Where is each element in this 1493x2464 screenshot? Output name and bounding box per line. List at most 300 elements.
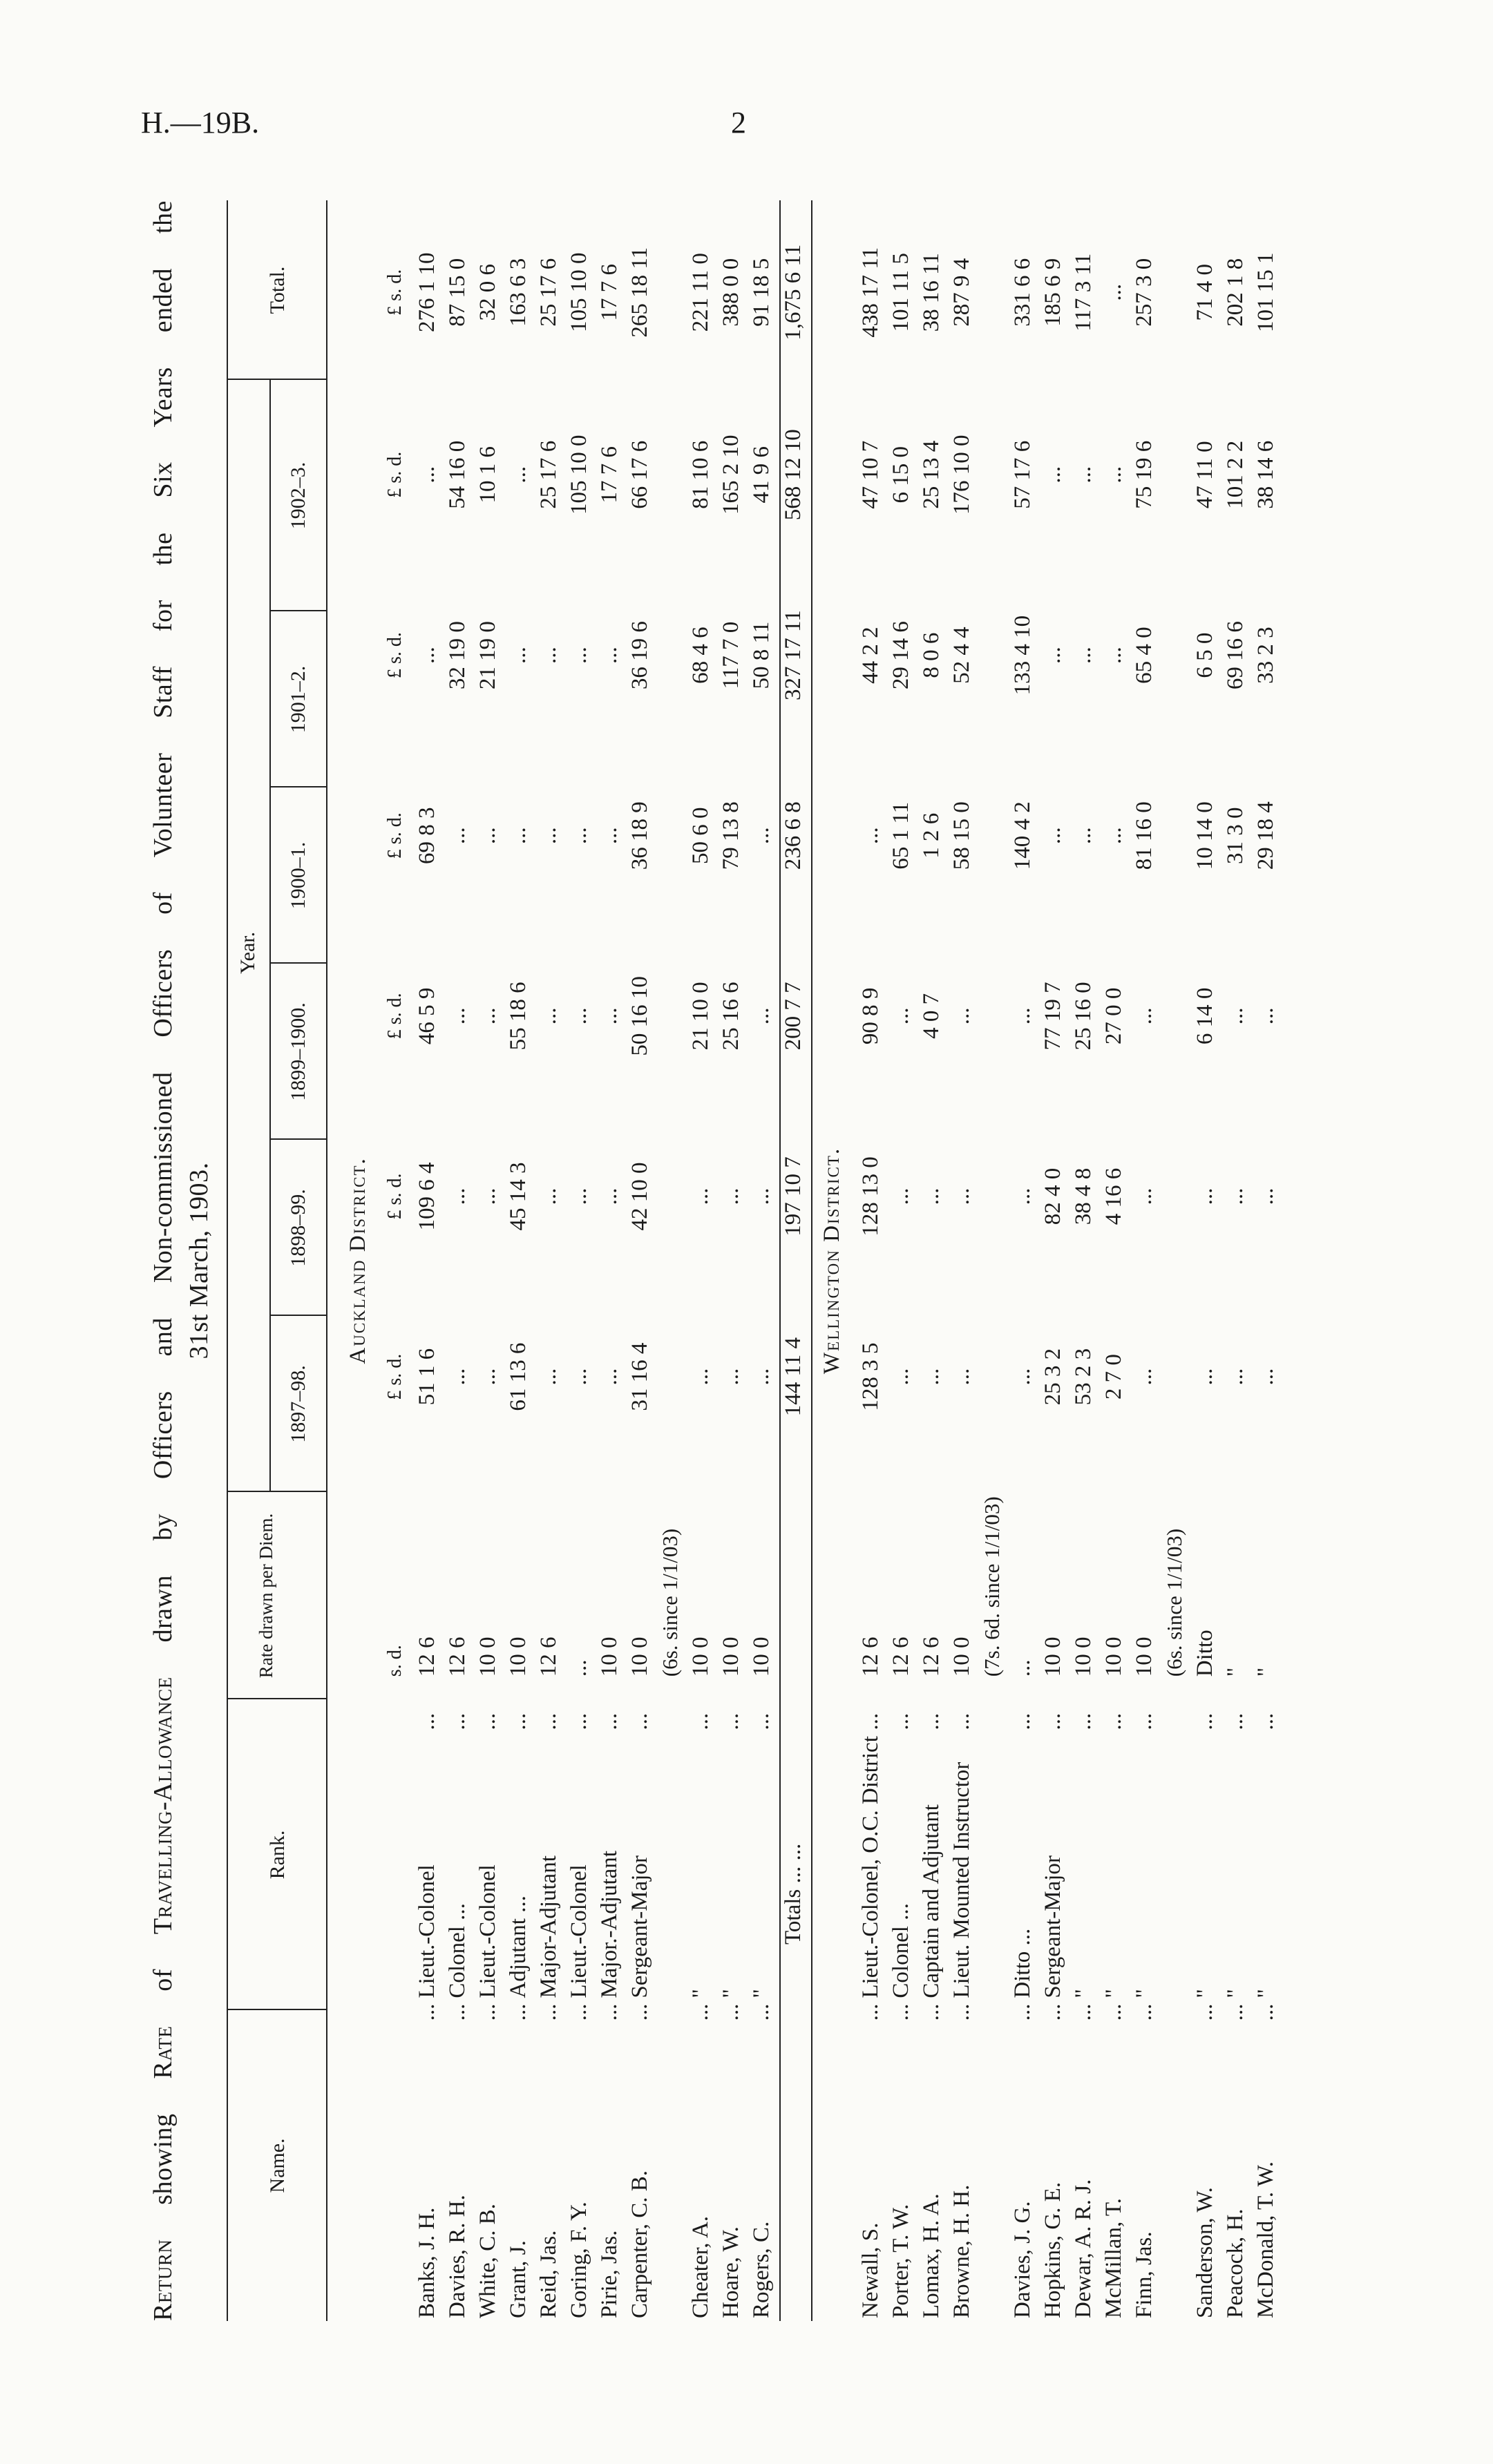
row-total: 38 16 11 xyxy=(919,253,944,332)
title-word: Travelling-Allowance xyxy=(149,1677,178,1935)
district-heading: Auckland District. xyxy=(345,1157,370,1364)
year-amount: ... xyxy=(1010,1187,1035,1205)
rate-per-diem: (6s. since 1/1/03) xyxy=(1162,1528,1186,1677)
officer-rank: " xyxy=(719,1989,743,1998)
year-amount: 53 2 3 xyxy=(1071,1348,1096,1406)
officer-rank: Lieut.-Colonel xyxy=(567,1864,591,1998)
year-amount: 58 15 0 xyxy=(949,801,974,870)
row-total: 32 0 6 xyxy=(475,264,500,321)
row-total: 101 15 1 xyxy=(1253,252,1278,332)
year-amount: 25 16 0 xyxy=(1071,982,1096,1051)
row-total: 202 1 8 xyxy=(1223,258,1248,327)
officer-name: Goring, F. Y. xyxy=(567,2202,591,2318)
leader-dots: ... xyxy=(688,1712,713,1730)
row-total xyxy=(980,200,1010,385)
year-amount: ... xyxy=(597,1368,622,1386)
officer-name: Carpenter, C. B. xyxy=(627,2170,652,2318)
leader-dots: ... xyxy=(749,2003,774,2021)
rate-per-diem: Ditto xyxy=(1192,1630,1217,1677)
year-amount xyxy=(658,745,688,926)
year-amount: 10 14 0 xyxy=(1192,801,1217,870)
leader-dots: ... xyxy=(1192,2003,1217,2021)
officer-name: Dewar, A. R. J. xyxy=(1071,2179,1096,2318)
officer-rank: " xyxy=(1101,1989,1126,1998)
officer-name: Browne, H. H. xyxy=(949,2184,974,2318)
year-amount xyxy=(1162,565,1192,745)
leader-dots: ... xyxy=(719,1712,743,1730)
year-header-1: 1897–98. xyxy=(287,1365,310,1443)
year-sub-rule xyxy=(269,380,271,1492)
year-amount: ... xyxy=(919,1187,944,1205)
year-amount: ... xyxy=(1040,466,1065,484)
year-amount: 25 16 6 xyxy=(719,982,743,1051)
rate-per-diem: 10 0 xyxy=(949,1636,974,1677)
year-amount: ... xyxy=(536,647,561,664)
total-header: Total. xyxy=(266,266,289,314)
year-amount: ... xyxy=(688,1187,713,1205)
row-total: 91 18 5 xyxy=(749,258,774,327)
year-header: Year. xyxy=(236,931,259,974)
year-amount xyxy=(980,745,1010,926)
officer-rank: " xyxy=(1132,1989,1157,1998)
officer-name: Porter, T. W. xyxy=(888,2204,913,2318)
table-row xyxy=(475,200,506,2321)
row-total xyxy=(1162,200,1192,385)
title-word: Years xyxy=(149,367,178,428)
year-amount: ... xyxy=(567,1187,591,1205)
officer-name: White, C. B. xyxy=(475,2204,500,2318)
year-amount: ... xyxy=(888,1368,913,1386)
row-total: 101 11 5 xyxy=(888,253,913,332)
rate-per-diem: " xyxy=(1223,1667,1248,1677)
leader-dots: ... xyxy=(567,1712,591,1730)
year-amount: 29 14 6 xyxy=(888,621,913,690)
officer-name: Davies, J. G. xyxy=(1010,2201,1035,2318)
rate-per-diem: " xyxy=(1253,1667,1278,1677)
year-amount: ... xyxy=(1253,1187,1278,1205)
row-total: ... xyxy=(1101,283,1126,301)
year-amount: 79 13 8 xyxy=(719,801,743,870)
year-amount: 6 5 0 xyxy=(1192,632,1217,678)
page-number: 2 xyxy=(731,106,746,140)
totals-year: 144 11 4 xyxy=(780,1287,812,1467)
year-amount: ... xyxy=(475,1007,500,1025)
leader-dots: ... xyxy=(445,1712,470,1730)
leader-dots: ... xyxy=(919,2003,944,2021)
table-row xyxy=(980,200,1010,2321)
leader-dots: ... xyxy=(1071,1712,1096,1730)
row-total: 257 3 0 xyxy=(1132,258,1157,327)
leader-dots: ... xyxy=(888,1712,913,1730)
year-amount: 133 4 10 xyxy=(1010,615,1035,696)
leader-dots: ... xyxy=(688,2003,713,2021)
year-amount: 21 19 0 xyxy=(475,621,500,690)
row-total: 331 6 6 xyxy=(1010,258,1035,327)
leader-dots: ... xyxy=(1010,1712,1035,1730)
table-row xyxy=(1253,200,1284,2321)
year-amount: 54 16 0 xyxy=(445,440,470,509)
year-amount: ... xyxy=(1101,466,1126,484)
year-amount: ... xyxy=(536,1368,561,1386)
rate-per-diem: 10 0 xyxy=(506,1636,531,1677)
year-amount: 52 4 4 xyxy=(949,627,974,684)
row-total: 388 0 0 xyxy=(719,258,743,327)
year-amount: ... xyxy=(475,1187,500,1205)
officer-rank: Major-Adjutant xyxy=(536,1855,561,1998)
officer-rank: " xyxy=(1071,1989,1096,1998)
row-total: 17 7 6 xyxy=(597,264,622,321)
rate-per-diem: 10 0 xyxy=(719,1636,743,1677)
rate-per-diem: 10 0 xyxy=(1071,1636,1096,1677)
allowance-table xyxy=(339,200,1284,2321)
leader-dots: ... xyxy=(627,2003,652,2021)
document-reference: H.—19B. xyxy=(141,106,260,140)
year-amount xyxy=(980,1106,1010,1286)
leader-dots: ... xyxy=(415,2003,439,2021)
year-amount: ... xyxy=(1071,647,1096,664)
rate-per-diem: 12 6 xyxy=(415,1636,439,1677)
year-amount: 105 10 0 xyxy=(567,434,591,515)
year-amount: 4 0 7 xyxy=(919,993,944,1039)
year-amount: 109 6 4 xyxy=(415,1162,439,1231)
unit-money: £ s. d. xyxy=(384,1173,406,1220)
year-amount xyxy=(980,385,1010,565)
year-amount: ... xyxy=(567,827,591,845)
year-amount: ... xyxy=(506,827,531,845)
year-amount: 65 1 11 xyxy=(888,801,913,870)
rate-per-diem: 12 6 xyxy=(445,1636,470,1677)
year-amount: ... xyxy=(1101,827,1126,845)
year-amount: ... xyxy=(1010,1368,1035,1386)
year-amount: ... xyxy=(567,647,591,664)
year-amount: ... xyxy=(1040,647,1065,664)
leader-dots: ... xyxy=(949,2003,974,2021)
year-amount: ... xyxy=(506,466,531,484)
leader-dots: ... xyxy=(445,2003,470,2021)
officer-name: Lomax, H. A. xyxy=(919,2193,944,2318)
year-amount xyxy=(980,565,1010,745)
officer-name: Pirie, Jas. xyxy=(597,2230,622,2318)
year-amount: ... xyxy=(1132,1007,1157,1025)
row-total: 163 6 3 xyxy=(506,258,531,327)
year-amount: ... xyxy=(445,827,470,845)
row-total: 25 17 6 xyxy=(536,258,561,327)
year-amount: ... xyxy=(536,1007,561,1025)
table-row xyxy=(719,200,749,2321)
officer-name: Cheater, A. xyxy=(688,2215,713,2318)
title-word: of xyxy=(149,892,178,915)
officer-rank: Ditto ... xyxy=(1010,1928,1035,1998)
year-amount xyxy=(980,926,1010,1106)
year-amount: ... xyxy=(445,1368,470,1386)
totals-year: 327 17 11 xyxy=(780,565,812,745)
year-amount: ... xyxy=(949,1187,974,1205)
year-amount: ... xyxy=(888,1187,913,1205)
totals-year: 197 10 7 xyxy=(780,1106,812,1286)
district-heading: Wellington District. xyxy=(819,1147,844,1375)
title-word: Non-commissioned xyxy=(149,1071,178,1283)
year-amount: ... xyxy=(1071,466,1096,484)
totals-row xyxy=(780,200,812,2321)
leader-dots xyxy=(980,1679,1010,1732)
officer-name xyxy=(658,2068,688,2321)
year-amount xyxy=(658,1106,688,1286)
year-amount: 128 3 5 xyxy=(858,1342,883,1411)
leader-dots: ... xyxy=(719,2003,743,2021)
year-amount xyxy=(1162,926,1192,1106)
title-word: of xyxy=(149,1969,178,1992)
leader-dots: ... xyxy=(1253,1712,1278,1730)
grand-total: 1,675 6 11 xyxy=(780,200,812,385)
unit-money: £ s. d. xyxy=(384,451,406,498)
year-amount: 42 10 0 xyxy=(627,1162,652,1231)
year-amount xyxy=(658,385,688,565)
table-row xyxy=(1071,200,1101,2321)
year-amount: ... xyxy=(1010,1007,1035,1025)
blank-cell xyxy=(384,1679,415,1732)
title-word: Volunteer xyxy=(149,752,178,858)
leader-dots: ... xyxy=(888,2003,913,2021)
year-amount: 165 2 10 xyxy=(719,434,743,515)
table-row xyxy=(1132,200,1162,2321)
year-header-6: 1902–3. xyxy=(287,461,310,530)
year-amount: 61 13 6 xyxy=(506,1342,531,1411)
totals-year: 236 6 8 xyxy=(780,745,812,926)
year-header-5: 1901–2. xyxy=(287,665,310,734)
year-amount xyxy=(658,926,688,1106)
title-word: Six xyxy=(149,461,178,498)
year-amount: 69 16 6 xyxy=(1223,621,1248,690)
year-amount: ... xyxy=(536,1187,561,1205)
rate-per-diem: 12 6 xyxy=(858,1636,883,1677)
table-row xyxy=(1040,200,1071,2321)
name-header: Name. xyxy=(266,2138,289,2193)
officer-rank: Lieut.-Colonel xyxy=(415,1864,439,1998)
year-amount xyxy=(658,1287,688,1467)
table-row xyxy=(1010,200,1040,2321)
year-amount: ... xyxy=(1253,1007,1278,1025)
rate-per-diem: 12 6 xyxy=(536,1636,561,1677)
wellington-heading xyxy=(812,200,858,2321)
rate-per-diem: ... xyxy=(567,1659,591,1677)
year-amount: ... xyxy=(1253,1368,1278,1386)
table-row xyxy=(1101,200,1132,2321)
table-row xyxy=(445,200,475,2321)
table-row xyxy=(536,200,567,2321)
officer-rank: Lieut.-Colonel, O.C. District xyxy=(858,1736,883,1998)
leader-dots: ... xyxy=(1040,2003,1065,2021)
year-amount: ... xyxy=(536,827,561,845)
year-amount: ... xyxy=(567,1007,591,1025)
year-amount: ... xyxy=(1192,1187,1217,1205)
title-word: Rate xyxy=(149,2025,178,2079)
leader-dots: ... xyxy=(536,1712,561,1730)
year-header-2: 1898–99. xyxy=(287,1189,310,1267)
year-header-4: 1900–1. xyxy=(287,841,310,910)
row-total: 438 17 11 xyxy=(858,247,883,338)
title-word: Officers xyxy=(149,948,178,1038)
year-amount: ... xyxy=(749,1007,774,1025)
year-amount: ... xyxy=(475,827,500,845)
year-amount: 47 11 0 xyxy=(1192,441,1217,509)
year-amount: ... xyxy=(1223,1187,1248,1205)
officer-rank: Sergeant-Major xyxy=(627,1855,652,1998)
blank-cell xyxy=(384,2068,415,2321)
leader-dots: ... xyxy=(475,1712,500,1730)
officer-name: Peacock, H. xyxy=(1223,2208,1248,2318)
table-row xyxy=(597,200,627,2321)
year-amount: ... xyxy=(1223,1007,1248,1025)
leader-dots: ... xyxy=(506,2003,531,2021)
leader-dots: ... xyxy=(1071,2003,1096,2021)
rate-per-diem: (7s. 6d. since 1/1/03) xyxy=(980,1496,1004,1677)
officer-rank: Lieut.-Colonel xyxy=(475,1864,500,1998)
year-amount: ... xyxy=(719,1187,743,1205)
officer-name: Finn, Jas. xyxy=(1132,2231,1157,2318)
title-line-1 xyxy=(145,200,181,2321)
rank-header: Rank. xyxy=(266,1830,289,1880)
officer-rank: Lieut. Mounted Instructor xyxy=(949,1761,974,1998)
year-amount: 50 16 10 xyxy=(627,976,652,1056)
year-amount: ... xyxy=(1040,827,1065,845)
table-row xyxy=(1162,200,1192,2321)
year-amount: 46 5 9 xyxy=(415,987,439,1045)
title-word: for xyxy=(149,600,178,632)
table-row xyxy=(415,200,445,2321)
rate-per-diem: 10 0 xyxy=(475,1636,500,1677)
row-total xyxy=(658,200,688,385)
rate-per-diem: (6s. since 1/1/03) xyxy=(658,1528,682,1677)
rate-per-diem: 10 0 xyxy=(1040,1636,1065,1677)
officer-rank: Colonel ... xyxy=(445,1903,470,1998)
title-word: Officers xyxy=(149,1391,178,1480)
year-amount: 31 3 0 xyxy=(1223,807,1248,864)
year-amount: 41 9 6 xyxy=(749,446,774,504)
col-rule-3 xyxy=(227,1491,327,1492)
year-amount: ... xyxy=(949,1007,974,1025)
leader-dots: ... xyxy=(1192,1712,1217,1730)
year-amount: 25 17 6 xyxy=(536,440,561,509)
table-title xyxy=(145,200,217,2321)
table-row xyxy=(567,200,597,2321)
year-amount: 81 10 6 xyxy=(688,440,713,509)
row-total: 265 18 11 xyxy=(627,247,652,338)
officer-rank: " xyxy=(749,1989,774,1998)
officer-rank xyxy=(980,1733,1010,2001)
year-amount: ... xyxy=(415,466,439,484)
year-amount: 32 19 0 xyxy=(445,621,470,690)
officer-rank: " xyxy=(688,1989,713,1998)
year-amount: 101 2 2 xyxy=(1223,440,1248,509)
officer-rank xyxy=(658,1733,688,2001)
year-amount: 1 2 6 xyxy=(919,812,944,859)
officer-name: Davies, R. H. xyxy=(445,2195,470,2318)
row-total: 105 10 0 xyxy=(567,252,591,332)
totals-year: 200 7 7 xyxy=(780,926,812,1106)
year-amount: 29 18 4 xyxy=(1253,801,1278,870)
leader-dots xyxy=(658,1679,688,1732)
leader-dots: ... xyxy=(949,1712,974,1730)
year-amount xyxy=(1162,1106,1192,1286)
row-total: 276 1 10 xyxy=(415,252,439,332)
leader-dots: ... xyxy=(858,1712,883,1730)
officer-name: Newall, S. xyxy=(858,2222,883,2318)
officer-name: Reid, Jas. xyxy=(536,2230,561,2318)
year-amount: 38 4 8 xyxy=(1071,1167,1096,1225)
blank-cell xyxy=(384,2001,415,2068)
row-total: 185 6 9 xyxy=(1040,258,1065,327)
row-total: 287 9 4 xyxy=(949,258,974,327)
officer-name: Sanderson, W. xyxy=(1192,2187,1217,2318)
year-amount: 55 18 6 xyxy=(506,982,531,1051)
officer-name: Hopkins, G. E. xyxy=(1040,2181,1065,2318)
year-amount: ... xyxy=(506,647,531,664)
year-amount: 117 7 0 xyxy=(719,621,743,689)
year-amount: 47 10 7 xyxy=(858,440,883,509)
leader-dots: ... xyxy=(749,1712,774,1730)
year-amount: 51 1 6 xyxy=(415,1348,439,1406)
year-amount: ... xyxy=(1192,1368,1217,1386)
year-amount: 50 8 11 xyxy=(749,621,774,689)
year-amount: 8 0 6 xyxy=(919,632,944,678)
table-row xyxy=(919,200,949,2321)
year-amount: 69 8 3 xyxy=(415,807,439,864)
rate-per-diem: 10 0 xyxy=(597,1636,622,1677)
officer-name: McMillan, T. xyxy=(1101,2198,1126,2318)
year-amount: 66 17 6 xyxy=(627,440,652,509)
leader-dots xyxy=(980,2001,1010,2068)
year-amount: ... xyxy=(749,827,774,845)
officer-rank: Sergeant-Major xyxy=(1040,1855,1065,1998)
year-amount xyxy=(1162,745,1192,926)
year-amount: ... xyxy=(597,647,622,664)
year-amount: 82 4 0 xyxy=(1040,1167,1065,1225)
officer-rank: Adjutant ... xyxy=(506,1895,531,1998)
year-amount: ... xyxy=(1071,827,1096,845)
year-amount: 17 7 6 xyxy=(597,446,622,504)
rate-per-diem: 10 0 xyxy=(1132,1636,1157,1677)
year-amount: 6 15 0 xyxy=(888,446,913,504)
table-row xyxy=(1192,200,1223,2321)
year-amount: ... xyxy=(719,1368,743,1386)
year-amount xyxy=(1162,1287,1192,1467)
year-amount: 25 3 2 xyxy=(1040,1348,1065,1406)
leader-dots: ... xyxy=(415,1712,439,1730)
row-total: 87 15 0 xyxy=(445,258,470,327)
year-amount: 140 4 2 xyxy=(1010,801,1035,870)
title-word: Return xyxy=(149,2239,178,2321)
leader-dots: ... xyxy=(536,2003,561,2021)
rotated-table-sheet xyxy=(145,200,1430,2321)
table-row xyxy=(506,200,536,2321)
leader-dots: ... xyxy=(1040,1712,1065,1730)
table-row xyxy=(949,200,980,2321)
year-amount: ... xyxy=(949,1368,974,1386)
unit-money: £ s. d. xyxy=(384,1353,406,1400)
year-amount: ... xyxy=(445,1007,470,1025)
row-total: 221 11 0 xyxy=(688,253,713,332)
year-amount: 57 17 6 xyxy=(1010,440,1035,509)
officer-rank: " xyxy=(1192,1989,1217,1998)
year-amount: ... xyxy=(749,1368,774,1386)
leader-dots: ... xyxy=(919,1712,944,1730)
officer-name: Rogers, C. xyxy=(749,2221,774,2318)
title-word: the xyxy=(149,200,178,234)
leader-dots xyxy=(1162,2001,1192,2068)
rate-per-diem: 10 0 xyxy=(627,1636,652,1677)
year-amount: ... xyxy=(567,1368,591,1386)
year-amount: 36 19 6 xyxy=(627,621,652,690)
